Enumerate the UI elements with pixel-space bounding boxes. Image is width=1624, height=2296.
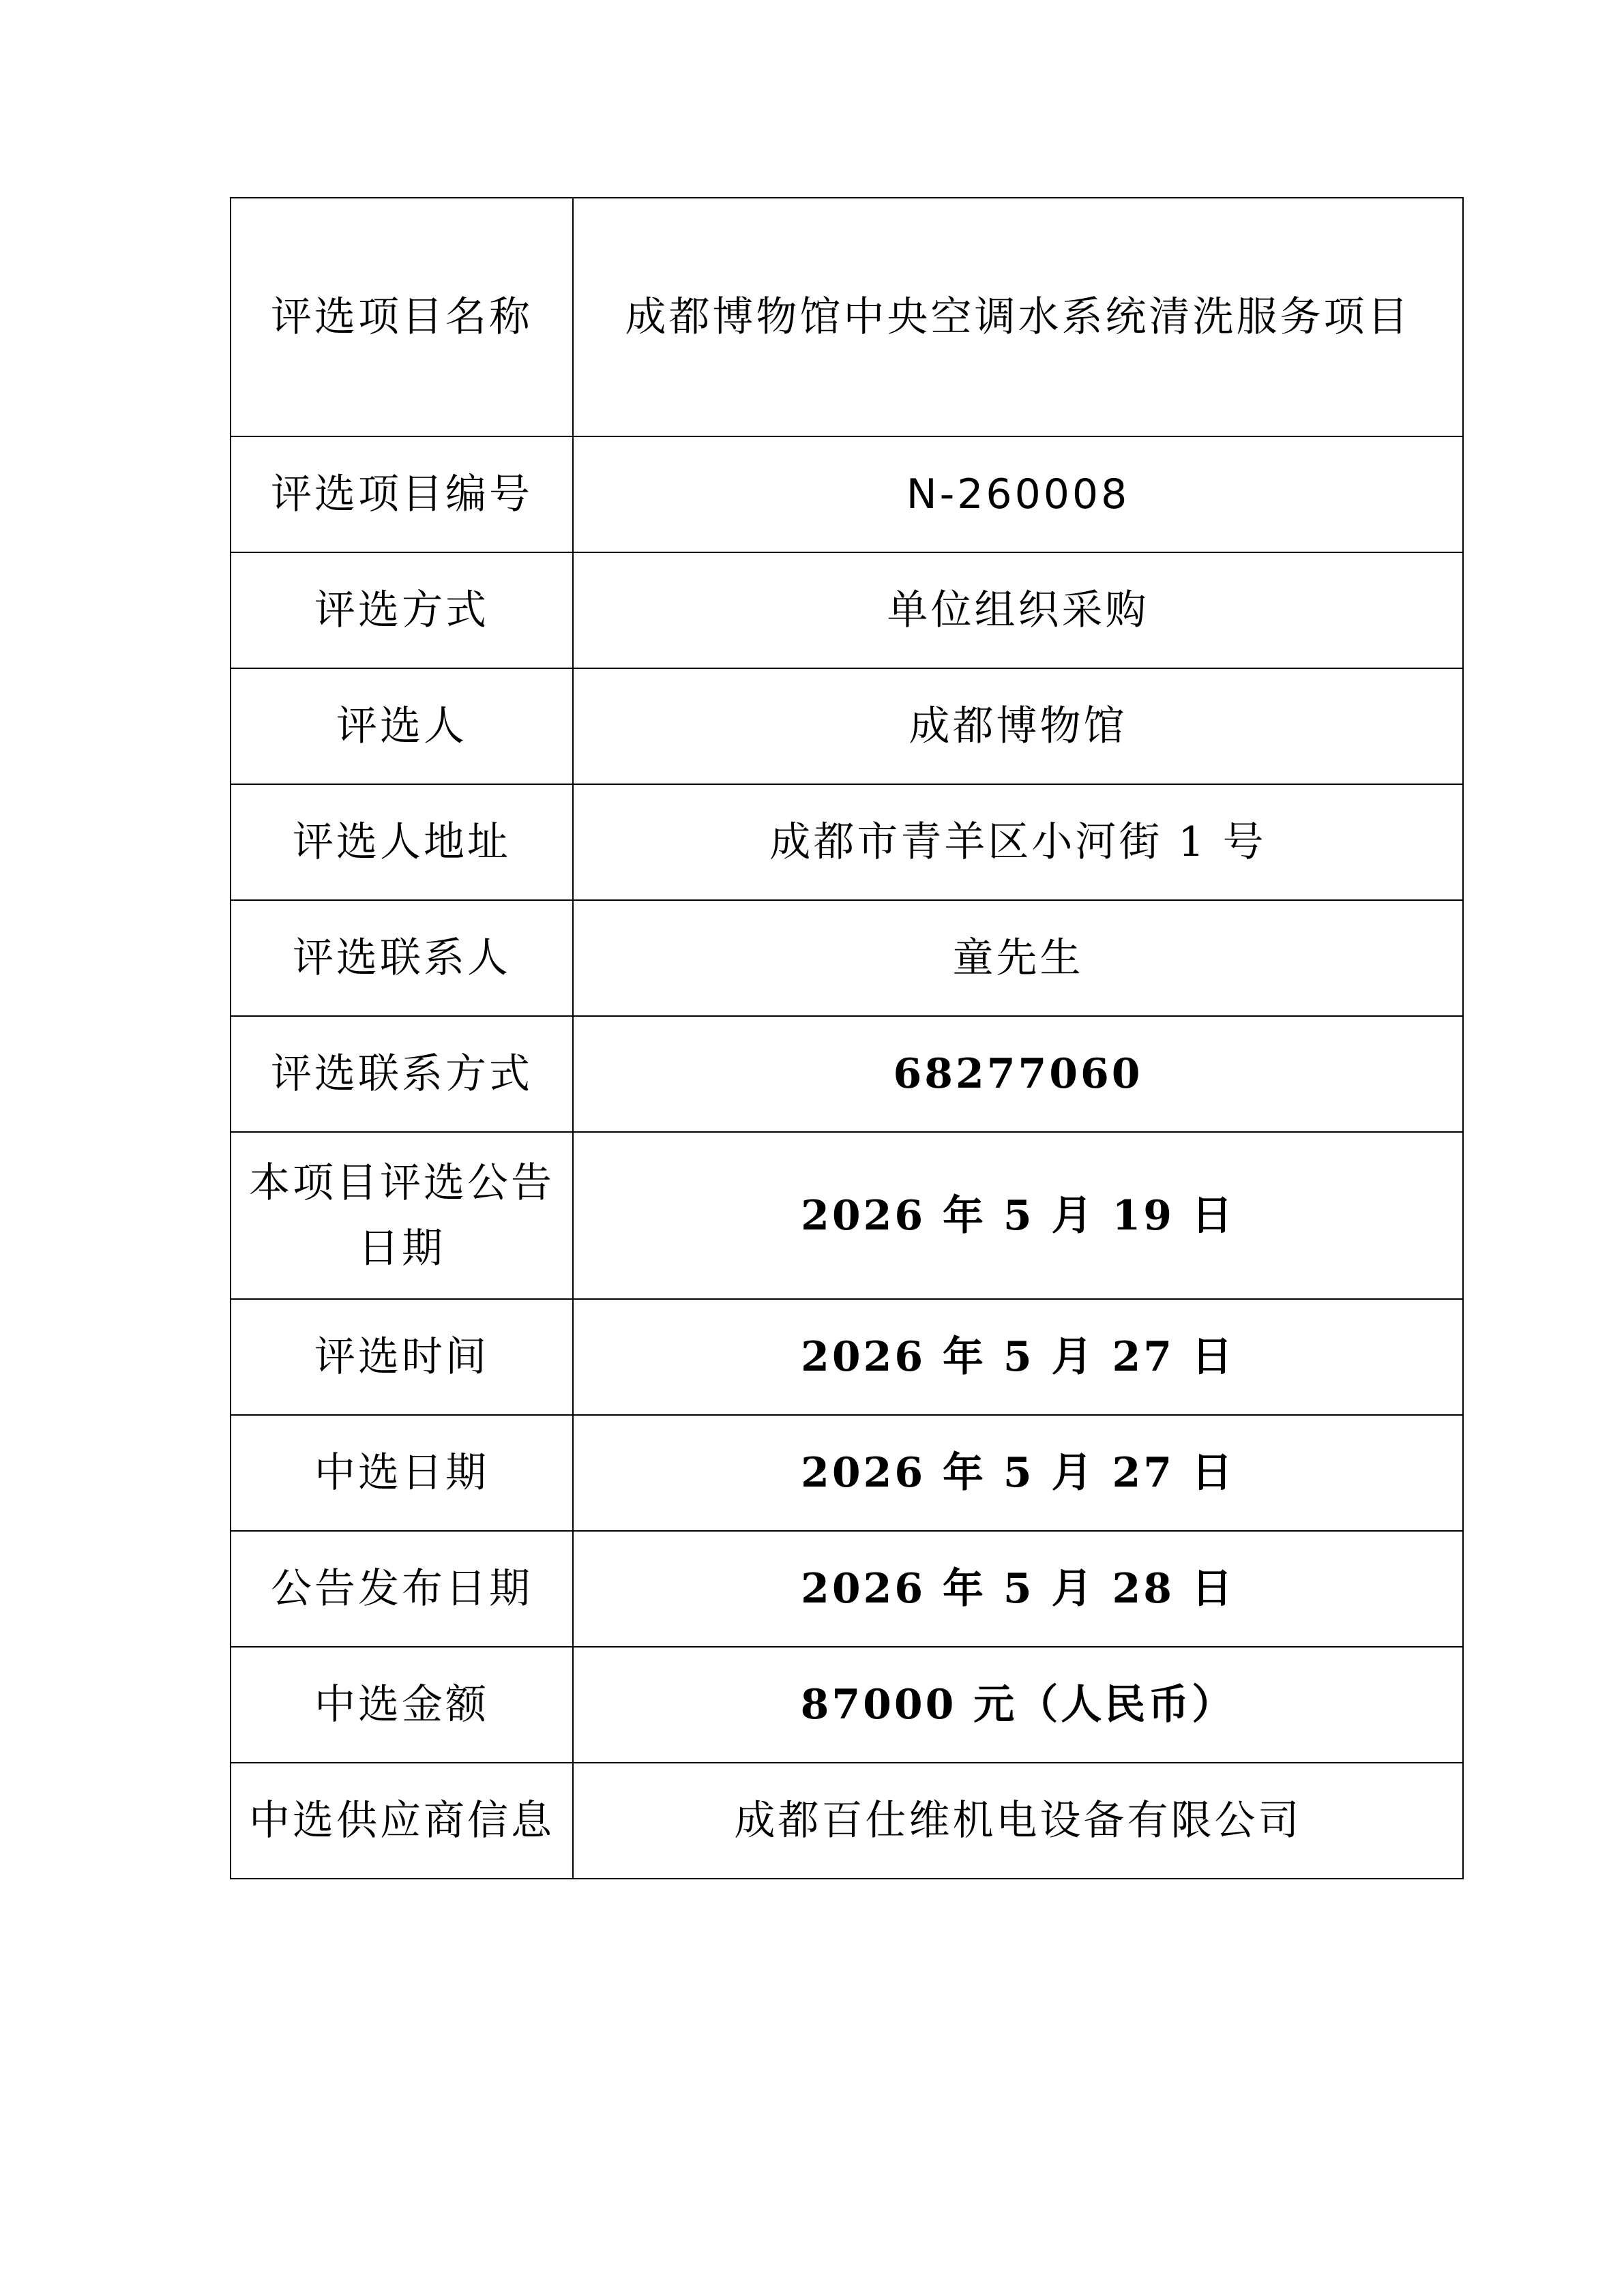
row-purchaser-address bbox=[231, 784, 1463, 900]
row-contact-phone bbox=[231, 1016, 1463, 1132]
supplier-info-value: 成都百仕维机电设备有限公司 bbox=[573, 1763, 1463, 1879]
publish-date-label: 公告发布日期 bbox=[231, 1531, 573, 1647]
publish-date-value: 2026 年 5 月 28 日 bbox=[573, 1531, 1463, 1647]
selection-method-label: 评选方式 bbox=[231, 552, 573, 668]
row-selection-time bbox=[231, 1299, 1463, 1415]
purchaser-address-value: 成都市青羊区小河街 1 号 bbox=[573, 784, 1463, 900]
award-amount-label: 中选金额 bbox=[231, 1647, 573, 1763]
row-announcement-date bbox=[231, 1132, 1463, 1299]
row-project-number bbox=[231, 436, 1463, 552]
award-amount-value: 87000 元（人民币） bbox=[573, 1647, 1463, 1763]
purchaser-address-label: 评选人地址 bbox=[231, 784, 573, 900]
row-award-amount bbox=[231, 1647, 1463, 1763]
announcement-date-value: 2026 年 5 月 19 日 bbox=[573, 1132, 1463, 1299]
project-name-label: 评选项目名称 bbox=[231, 198, 573, 436]
contact-person-value: 童先生 bbox=[573, 900, 1463, 1016]
selection-time-label: 评选时间 bbox=[231, 1299, 573, 1415]
selection-method-value: 单位组织采购 bbox=[573, 552, 1463, 668]
supplier-info-label: 中选供应商信息 bbox=[231, 1763, 573, 1879]
purchaser-value: 成都博物馆 bbox=[573, 668, 1463, 784]
announcement-date-label: 本项目评选公告日期 bbox=[231, 1132, 573, 1299]
project-name-value: 成都博物馆中央空调水系统清洗服务项目 bbox=[573, 198, 1463, 436]
row-award-date bbox=[231, 1415, 1463, 1531]
row-contact-person bbox=[231, 900, 1463, 1016]
row-selection-method bbox=[231, 552, 1463, 668]
contact-person-label: 评选联系人 bbox=[231, 900, 573, 1016]
contact-phone-label: 评选联系方式 bbox=[231, 1016, 573, 1132]
row-project-name bbox=[231, 198, 1463, 436]
row-supplier-info bbox=[231, 1763, 1463, 1879]
award-date-label: 中选日期 bbox=[231, 1415, 573, 1531]
selection-time-value: 2026 年 5 月 27 日 bbox=[573, 1299, 1463, 1415]
row-purchaser bbox=[231, 668, 1463, 784]
purchaser-label: 评选人 bbox=[231, 668, 573, 784]
award-date-value: 2026 年 5 月 27 日 bbox=[573, 1415, 1463, 1531]
project-number-value: N-260008 bbox=[573, 436, 1463, 552]
row-publish-date bbox=[231, 1531, 1463, 1647]
contact-phone-value: 68277060 bbox=[573, 1016, 1463, 1132]
project-number-label: 评选项目编号 bbox=[231, 436, 573, 552]
procurement-info-table bbox=[230, 197, 1464, 1879]
